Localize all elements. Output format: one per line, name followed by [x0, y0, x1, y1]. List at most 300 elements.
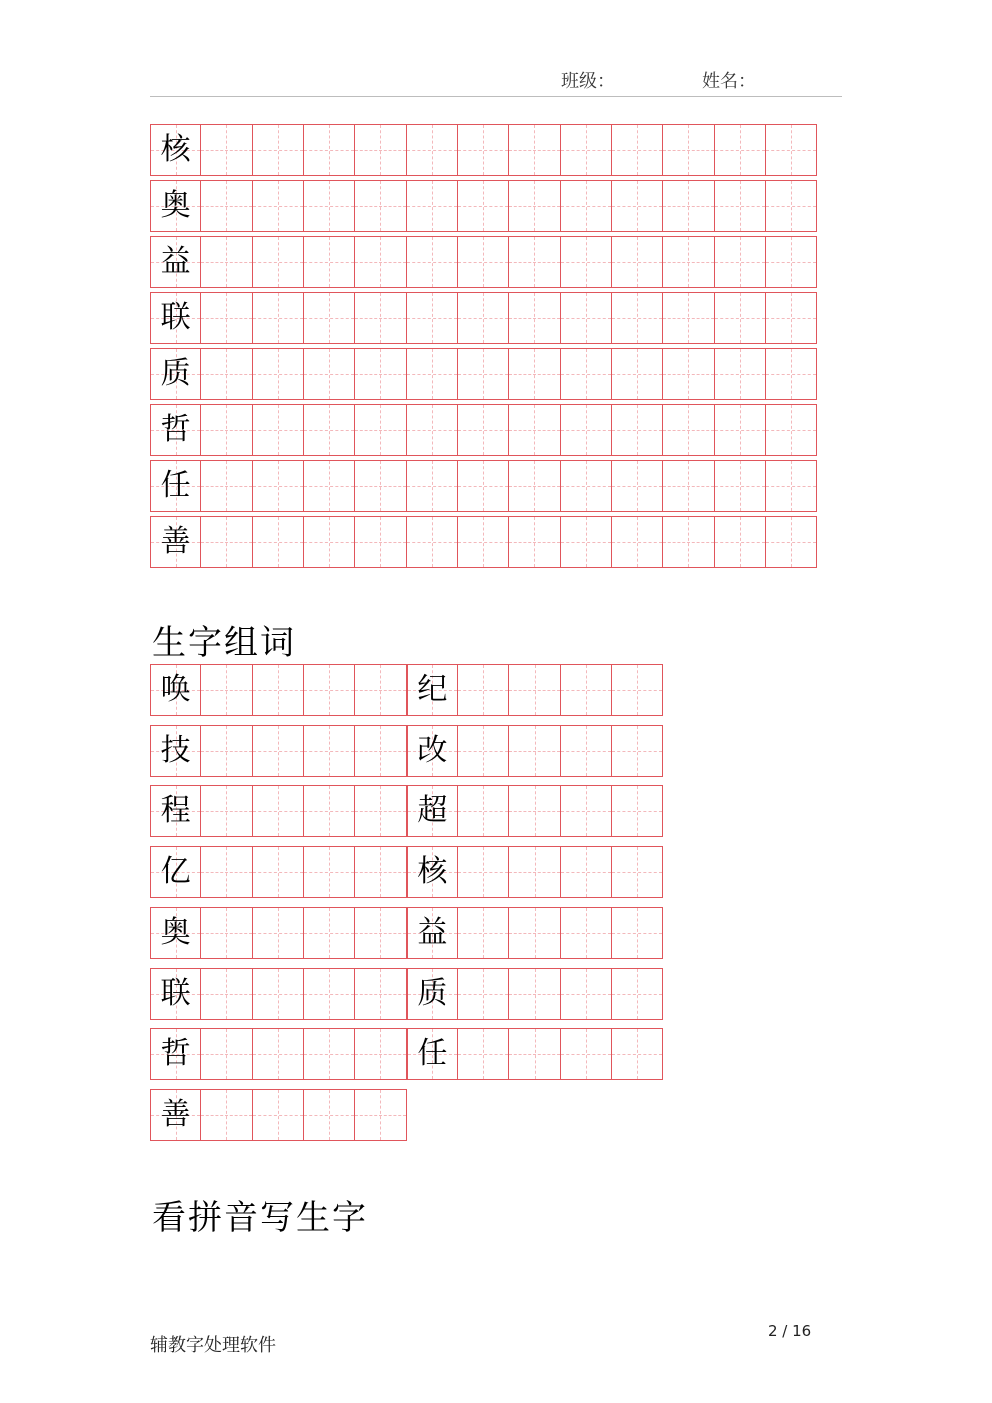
guide-line-horizontal	[458, 430, 508, 431]
writing-cell	[663, 236, 714, 288]
guide-line-horizontal	[561, 542, 611, 543]
writing-cell	[561, 404, 612, 456]
character: 联	[160, 975, 191, 1011]
guide-line-horizontal	[253, 751, 303, 752]
guide-line-horizontal	[253, 150, 303, 151]
guide-line-horizontal	[715, 430, 765, 431]
character-cell	[150, 404, 201, 456]
writing-cell	[715, 516, 766, 568]
word-block	[150, 1089, 407, 1141]
character: 程	[160, 793, 191, 829]
guide-line-horizontal	[253, 1054, 303, 1055]
word-block	[150, 664, 407, 716]
writing-cell	[509, 404, 560, 456]
character-cell	[407, 907, 458, 959]
character: 任	[417, 1036, 448, 1072]
writing-cell	[407, 124, 458, 176]
guide-line-horizontal	[304, 1054, 354, 1055]
writing-cell	[201, 1089, 252, 1141]
writing-cell	[663, 348, 714, 400]
character: 联	[160, 300, 191, 335]
writing-cell	[355, 785, 406, 837]
word-block	[407, 1028, 664, 1080]
writing-cell	[201, 1028, 252, 1080]
guide-line-horizontal	[458, 486, 508, 487]
guide-line-horizontal	[407, 430, 457, 431]
guide-line-horizontal	[201, 262, 251, 263]
writing-cell	[715, 180, 766, 232]
writing-cell	[458, 180, 509, 232]
character-cell	[150, 725, 201, 777]
guide-line-horizontal	[612, 206, 662, 207]
guide-line-horizontal	[253, 542, 303, 543]
guide-line-horizontal	[766, 430, 816, 431]
character-cell	[407, 1028, 458, 1080]
writing-cell	[766, 124, 817, 176]
character: 益	[160, 244, 191, 279]
writing-cell	[253, 516, 304, 568]
guide-line-horizontal	[355, 150, 405, 151]
writing-cell	[407, 404, 458, 456]
guide-line-horizontal	[663, 318, 713, 319]
writing-cell	[253, 180, 304, 232]
writing-cell	[715, 348, 766, 400]
writing-cell	[663, 404, 714, 456]
guide-line-horizontal	[304, 751, 354, 752]
guide-line-horizontal	[458, 751, 508, 752]
writing-cell	[304, 292, 355, 344]
guide-line-horizontal	[355, 994, 405, 995]
writing-cell	[253, 404, 304, 456]
writing-cell	[612, 907, 663, 959]
writing-cell	[509, 348, 560, 400]
writing-cell	[663, 124, 714, 176]
guide-line-horizontal	[304, 262, 354, 263]
guide-line-horizontal	[355, 542, 405, 543]
word-block	[150, 725, 407, 777]
guide-line-horizontal	[612, 486, 662, 487]
guide-line-horizontal	[201, 994, 251, 995]
guide-line-horizontal	[304, 1115, 354, 1116]
guide-line-horizontal	[407, 486, 457, 487]
character: 益	[417, 914, 448, 950]
guide-line-horizontal	[304, 374, 354, 375]
writing-cell	[253, 124, 304, 176]
writing-cell	[561, 124, 612, 176]
writing-cell	[355, 460, 406, 512]
guide-line-horizontal	[458, 1054, 508, 1055]
guide-line-horizontal	[766, 486, 816, 487]
guide-line-horizontal	[458, 690, 508, 691]
guide-line-horizontal	[561, 690, 611, 691]
writing-cell	[407, 516, 458, 568]
writing-cell	[304, 348, 355, 400]
guide-line-horizontal	[355, 933, 405, 934]
writing-cell	[561, 236, 612, 288]
guide-line-horizontal	[509, 374, 559, 375]
writing-cell	[355, 404, 406, 456]
guide-line-horizontal	[766, 542, 816, 543]
writing-cell	[561, 348, 612, 400]
guide-line-horizontal	[509, 486, 559, 487]
character: 核	[160, 132, 191, 167]
guide-line-horizontal	[407, 262, 457, 263]
writing-cell	[715, 124, 766, 176]
word-block	[150, 1028, 407, 1080]
writing-cell	[509, 725, 560, 777]
guide-line-horizontal	[509, 690, 559, 691]
guide-line-horizontal	[612, 811, 662, 812]
writing-cell	[612, 968, 663, 1020]
character-cell	[150, 124, 201, 176]
writing-cell	[766, 236, 817, 288]
writing-cell	[253, 664, 304, 716]
character-cell	[150, 180, 201, 232]
character-cell	[150, 846, 201, 898]
character: 奥	[160, 188, 191, 223]
guide-line-horizontal	[458, 374, 508, 375]
guide-line-horizontal	[509, 542, 559, 543]
writing-cell	[304, 180, 355, 232]
guide-line-horizontal	[355, 872, 405, 873]
writing-cell	[355, 124, 406, 176]
guide-line-horizontal	[201, 933, 251, 934]
writing-cell	[201, 907, 252, 959]
guide-line-horizontal	[561, 262, 611, 263]
guide-line-horizontal	[355, 811, 405, 812]
guide-line-horizontal	[612, 318, 662, 319]
guide-line-horizontal	[612, 690, 662, 691]
writing-cell	[201, 968, 252, 1020]
practice-row	[150, 460, 817, 512]
guide-line-horizontal	[253, 933, 303, 934]
writing-cell	[766, 180, 817, 232]
writing-cell	[253, 968, 304, 1020]
guide-line-horizontal	[355, 318, 405, 319]
guide-line-horizontal	[458, 262, 508, 263]
guide-line-horizontal	[253, 374, 303, 375]
character: 善	[160, 524, 191, 559]
guide-line-horizontal	[715, 542, 765, 543]
guide-line-horizontal	[201, 486, 251, 487]
writing-cell	[355, 180, 406, 232]
character: 纪	[417, 672, 448, 707]
writing-cell	[561, 292, 612, 344]
writing-cell	[253, 907, 304, 959]
writing-cell	[458, 907, 509, 959]
guide-line-horizontal	[355, 374, 405, 375]
guide-line-horizontal	[253, 811, 303, 812]
character-cell	[150, 348, 201, 400]
writing-cell	[561, 1028, 612, 1080]
character-cell	[407, 785, 458, 837]
guide-line-horizontal	[561, 206, 611, 207]
guide-line-horizontal	[253, 1115, 303, 1116]
page-number: 2 / 16	[768, 1322, 812, 1340]
guide-line-horizontal	[663, 262, 713, 263]
character: 质	[160, 356, 191, 391]
writing-cell	[612, 348, 663, 400]
writing-cell	[715, 236, 766, 288]
word-block	[150, 785, 407, 837]
guide-line-horizontal	[355, 1115, 405, 1116]
practice-row	[150, 404, 817, 456]
guide-line-horizontal	[715, 318, 765, 319]
character-cell	[150, 968, 201, 1020]
writing-cell	[253, 348, 304, 400]
guide-line-horizontal	[715, 374, 765, 375]
writing-cell	[715, 404, 766, 456]
word-block	[150, 907, 407, 959]
writing-cell	[612, 292, 663, 344]
writing-cell	[612, 180, 663, 232]
guide-line-horizontal	[253, 994, 303, 995]
guide-line-horizontal	[766, 206, 816, 207]
guide-line-horizontal	[253, 430, 303, 431]
guide-line-horizontal	[612, 262, 662, 263]
guide-line-horizontal	[407, 542, 457, 543]
writing-cell	[253, 460, 304, 512]
writing-cell	[355, 1089, 406, 1141]
writing-cell	[458, 1028, 509, 1080]
writing-cell	[612, 124, 663, 176]
header-divider	[150, 96, 842, 97]
guide-line-horizontal	[561, 486, 611, 487]
practice-row	[150, 348, 817, 400]
guide-line-horizontal	[561, 318, 611, 319]
character-cell	[150, 907, 201, 959]
guide-line-horizontal	[201, 872, 251, 873]
writing-cell	[201, 785, 252, 837]
writing-cell	[561, 907, 612, 959]
character-cell	[150, 1089, 201, 1141]
writing-cell	[715, 292, 766, 344]
character-cell	[150, 292, 201, 344]
writing-cell	[766, 460, 817, 512]
word-block	[150, 968, 407, 1020]
guide-line-horizontal	[304, 872, 354, 873]
word-block	[407, 846, 664, 898]
guide-line-horizontal	[509, 872, 559, 873]
writing-cell	[561, 785, 612, 837]
writing-cell	[458, 516, 509, 568]
guide-line-horizontal	[458, 318, 508, 319]
character-cell	[150, 664, 201, 716]
guide-line-horizontal	[509, 150, 559, 151]
guide-line-horizontal	[561, 872, 611, 873]
guide-line-horizontal	[663, 542, 713, 543]
writing-cell	[766, 348, 817, 400]
writing-cell	[766, 292, 817, 344]
writing-cell	[663, 460, 714, 512]
guide-line-horizontal	[663, 374, 713, 375]
character-cell	[407, 968, 458, 1020]
guide-line-horizontal	[663, 486, 713, 487]
writing-cell	[561, 664, 612, 716]
guide-line-horizontal	[612, 1054, 662, 1055]
writing-cell	[304, 725, 355, 777]
guide-line-horizontal	[304, 811, 354, 812]
guide-line-horizontal	[612, 374, 662, 375]
writing-cell	[201, 404, 252, 456]
writing-cell	[304, 1089, 355, 1141]
guide-line-horizontal	[407, 150, 457, 151]
character: 奥	[160, 914, 191, 950]
guide-line-horizontal	[355, 1054, 405, 1055]
guide-line-horizontal	[355, 430, 405, 431]
writing-cell	[509, 1028, 560, 1080]
writing-cell	[766, 404, 817, 456]
guide-line-horizontal	[612, 872, 662, 873]
character-cell	[407, 846, 458, 898]
writing-cell	[766, 516, 817, 568]
character: 哲	[160, 1036, 191, 1072]
writing-cell	[304, 846, 355, 898]
writing-cell	[201, 180, 252, 232]
guide-line-horizontal	[458, 811, 508, 812]
guide-line-horizontal	[304, 430, 354, 431]
guide-line-horizontal	[355, 486, 405, 487]
writing-cell	[509, 968, 560, 1020]
writing-cell	[509, 236, 560, 288]
writing-cell	[458, 236, 509, 288]
writing-cell	[509, 180, 560, 232]
guide-line-horizontal	[561, 150, 611, 151]
character-cell	[150, 236, 201, 288]
section-title-words: 生字组词	[152, 623, 296, 663]
writing-cell	[201, 124, 252, 176]
writing-cell	[663, 516, 714, 568]
guide-line-horizontal	[201, 811, 251, 812]
writing-cell	[355, 725, 406, 777]
writing-cell	[355, 907, 406, 959]
writing-cell	[612, 846, 663, 898]
guide-line-horizontal	[612, 430, 662, 431]
practice-row	[150, 292, 817, 344]
writing-cell	[458, 292, 509, 344]
writing-cell	[458, 664, 509, 716]
guide-line-horizontal	[407, 206, 457, 207]
writing-cell	[612, 725, 663, 777]
guide-line-horizontal	[561, 1054, 611, 1055]
guide-line-horizontal	[253, 486, 303, 487]
guide-line-horizontal	[766, 318, 816, 319]
guide-line-horizontal	[304, 994, 354, 995]
guide-line-horizontal	[509, 262, 559, 263]
writing-cell	[715, 460, 766, 512]
guide-line-horizontal	[253, 872, 303, 873]
guide-line-horizontal	[663, 206, 713, 207]
writing-cell	[458, 846, 509, 898]
writing-cell	[201, 846, 252, 898]
class-label: 班级：	[561, 71, 615, 92]
guide-line-horizontal	[458, 150, 508, 151]
writing-cell	[355, 292, 406, 344]
writing-cell	[561, 180, 612, 232]
guide-line-horizontal	[355, 690, 405, 691]
writing-cell	[509, 907, 560, 959]
guide-line-horizontal	[304, 206, 354, 207]
character-cell	[407, 725, 458, 777]
writing-cell	[509, 460, 560, 512]
guide-line-horizontal	[458, 206, 508, 207]
guide-line-horizontal	[407, 374, 457, 375]
guide-line-horizontal	[253, 262, 303, 263]
writing-cell	[509, 124, 560, 176]
guide-line-horizontal	[304, 542, 354, 543]
guide-line-horizontal	[561, 811, 611, 812]
writing-cell	[253, 725, 304, 777]
section-title-pinyin: 看拼音写生字	[152, 1198, 368, 1238]
guide-line-horizontal	[561, 933, 611, 934]
writing-cell	[612, 516, 663, 568]
writing-cell	[458, 725, 509, 777]
character: 超	[417, 793, 448, 829]
writing-cell	[509, 785, 560, 837]
character: 技	[160, 732, 191, 768]
guide-line-horizontal	[201, 1054, 251, 1055]
guide-line-horizontal	[253, 690, 303, 691]
writing-cell	[355, 846, 406, 898]
guide-line-horizontal	[561, 994, 611, 995]
writing-cell	[561, 968, 612, 1020]
character: 善	[160, 1096, 191, 1132]
writing-cell	[561, 516, 612, 568]
guide-line-horizontal	[201, 206, 251, 207]
writing-cell	[355, 968, 406, 1020]
writing-cell	[407, 236, 458, 288]
footer-software: 辅教字处理软件	[150, 1335, 276, 1356]
guide-line-horizontal	[561, 751, 611, 752]
writing-cell	[612, 664, 663, 716]
guide-line-horizontal	[201, 430, 251, 431]
writing-cell	[407, 348, 458, 400]
guide-line-horizontal	[715, 150, 765, 151]
writing-cell	[458, 460, 509, 512]
word-block	[407, 664, 664, 716]
writing-cell	[509, 292, 560, 344]
writing-cell	[201, 664, 252, 716]
writing-cell	[561, 725, 612, 777]
writing-cell	[458, 785, 509, 837]
guide-line-horizontal	[458, 872, 508, 873]
guide-line-horizontal	[509, 751, 559, 752]
guide-line-horizontal	[715, 206, 765, 207]
word-block	[150, 846, 407, 898]
guide-line-horizontal	[663, 150, 713, 151]
writing-cell	[201, 236, 252, 288]
guide-line-horizontal	[304, 690, 354, 691]
writing-cell	[407, 292, 458, 344]
guide-line-horizontal	[766, 374, 816, 375]
writing-cell	[304, 124, 355, 176]
guide-line-horizontal	[304, 486, 354, 487]
guide-line-horizontal	[561, 374, 611, 375]
writing-cell	[355, 664, 406, 716]
writing-cell	[355, 1028, 406, 1080]
guide-line-horizontal	[304, 933, 354, 934]
character-cell	[150, 516, 201, 568]
character: 质	[417, 975, 448, 1011]
character-cell	[150, 785, 201, 837]
guide-line-horizontal	[458, 542, 508, 543]
writing-cell	[612, 785, 663, 837]
writing-cell	[304, 907, 355, 959]
writing-cell	[663, 292, 714, 344]
guide-line-horizontal	[509, 811, 559, 812]
guide-line-horizontal	[663, 430, 713, 431]
guide-line-horizontal	[201, 318, 251, 319]
